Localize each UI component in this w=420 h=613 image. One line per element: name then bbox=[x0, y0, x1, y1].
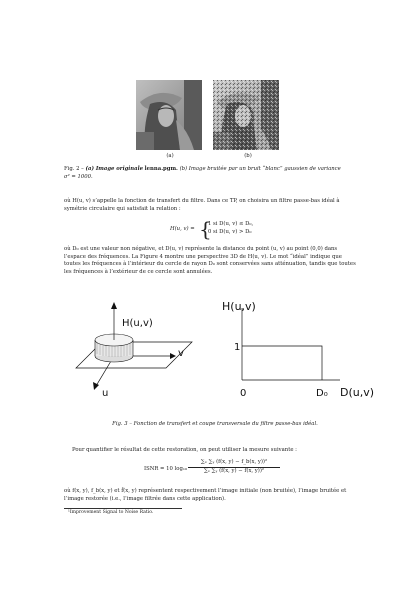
paragraph-4 bbox=[64, 488, 364, 503]
figure2-caption-file: lenna.pgm. bbox=[144, 166, 178, 172]
figure2-caption-prefix: Fig. 2 – bbox=[64, 166, 84, 172]
ideal-lowpass-step bbox=[242, 346, 322, 380]
left-label-h: H(u,v) bbox=[122, 318, 153, 329]
footnote-rule bbox=[64, 508, 182, 509]
paragraph-2-line-1: où D₀ est une valeur non négative, et D(u, v) représente la distance du point (u, v) au point (0,0) dans bbox=[64, 246, 338, 252]
equation-1-cases bbox=[208, 221, 253, 236]
figure2-caption bbox=[64, 166, 364, 181]
paragraph-1 bbox=[64, 198, 364, 213]
equation-2-lhs: ISNR = 10 log₁₀ bbox=[144, 466, 188, 472]
figure2-caption-b: (b) Image bruitée par un bruit “blanc” gaussien de variance bbox=[179, 166, 341, 172]
paragraph-1-line-2: symétrie circulaire qui satisfait la relation : bbox=[64, 205, 181, 212]
equation-1-case-2: 0 si D(u, v) > D₀ bbox=[208, 228, 252, 235]
figure3-caption-text: Fig. 3 – Fonction de transfert et coupe transversale du filtre passe-bas idéal. bbox=[112, 421, 318, 427]
figure2-label-b: (b) bbox=[244, 153, 252, 159]
lenna-noisy-image bbox=[213, 80, 279, 150]
figure3-cross-section bbox=[222, 296, 388, 406]
paragraph-4-line-2: l’image restorée (i.e., l’image filtrée dans cette application). bbox=[64, 495, 226, 502]
figure2-label-a: (a) bbox=[166, 153, 174, 159]
figure3-caption bbox=[60, 421, 370, 429]
left-label-u: u bbox=[102, 388, 109, 399]
figure2-caption-a: (a) Image originale bbox=[85, 166, 143, 172]
right-label-d: D(u,v) bbox=[340, 386, 375, 399]
equation-1-brace: { bbox=[199, 217, 212, 241]
tick-label-d0: D₀ bbox=[316, 388, 328, 399]
equation-1-lhs: H(u, v) = bbox=[170, 226, 195, 232]
paragraph-2-line-4: les fréquences à l’extérieur de ce cercle sont annulées. bbox=[64, 268, 213, 275]
equation-1-case-1: 1 si D(u, v) ≤ D₀, bbox=[208, 221, 254, 227]
paragraph-1-line-1: où H(u, v) s’appelle la fonction de transfert du filtre. Dans ce TP, on choisira un filtre passe-bas idéal à bbox=[64, 198, 340, 204]
frequency-plane bbox=[76, 342, 192, 368]
figure2-caption-var: σ² = 1000. bbox=[64, 173, 93, 180]
paragraph-3-line-1: Pour quantifier le résultat de cette restoration, on peut utiliser la mesure suivante : bbox=[72, 447, 297, 453]
equation-2-fraction bbox=[188, 459, 280, 475]
paragraph-3 bbox=[72, 447, 362, 455]
equation-2-denominator: ∑ₓ ∑ᵧ (f(x, y) − f̂(x, y))² bbox=[203, 467, 265, 474]
tick-label-1: 1 bbox=[234, 342, 241, 353]
v-axis-arrowhead bbox=[170, 353, 176, 359]
figure3-3d-diagram bbox=[66, 296, 196, 406]
paragraph-4-line-1: où f(x, y), f_b(x, y) et f̂(x, y) représentent respectivement l’image initiale (non bruitée), l’image bruitée et bbox=[64, 488, 347, 494]
paragraph-2 bbox=[64, 246, 364, 276]
paragraph-2-line-2: l’espace des fréquences. La Figure 4 montre une perspective 3D de H(u, v). Le mot “idéal” indique que bbox=[64, 253, 342, 260]
right-label-h: H(u,v) bbox=[222, 300, 256, 313]
equation-2-numerator: ∑ₓ ∑ᵧ (f(x, y) − f_b(x, y))² bbox=[188, 459, 280, 468]
tick-label-0: 0 bbox=[240, 388, 247, 399]
lenna-original-image bbox=[136, 80, 202, 150]
footnote: ¹Improvement Signal to Noise Ratio. bbox=[68, 510, 154, 515]
h-axis-arrowhead bbox=[111, 302, 117, 309]
left-label-v: v bbox=[178, 348, 184, 359]
u-axis-arrowhead bbox=[93, 382, 99, 390]
paragraph-2-line-3: toutes les fréquences à l’intérieur du cercle de rayon D₀ sont conservées sans atténuation, tandis que toutes bbox=[64, 261, 356, 268]
